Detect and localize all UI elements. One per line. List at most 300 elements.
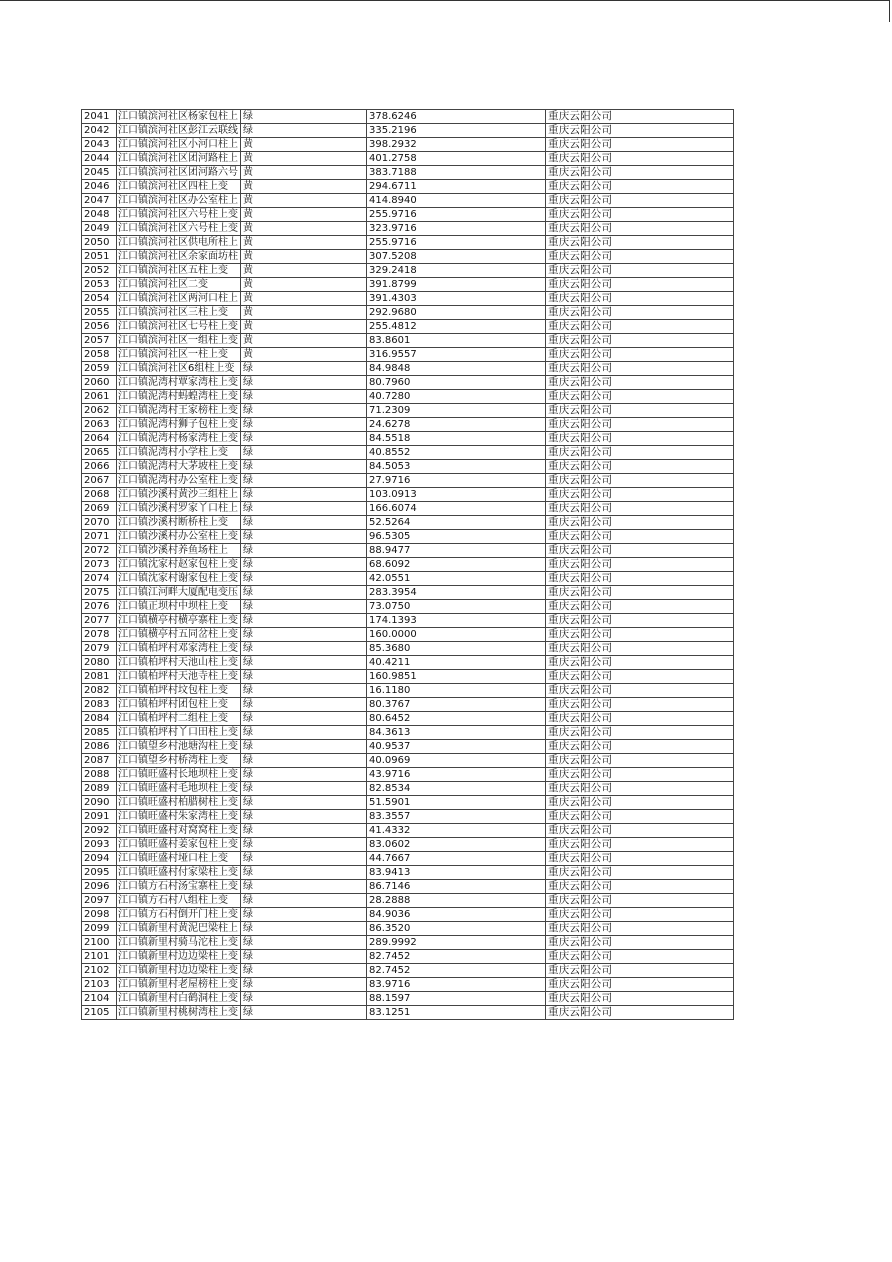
row-number-cell: 2095 — [82, 866, 117, 880]
table-row — [82, 768, 734, 782]
station-name-cell: 江口镇方石村汤宝寨柱上变 — [117, 880, 241, 894]
station-name-cell: 江口镇滨河社区小河口柱上 — [117, 138, 241, 152]
row-number-cell: 2082 — [82, 684, 117, 698]
row-number-cell: 2087 — [82, 754, 117, 768]
station-name-cell: 江口镇滨河社区六号柱上变 — [117, 208, 241, 222]
table-row — [82, 656, 734, 670]
value-cell: 323.9716 — [367, 222, 546, 236]
row-number-cell: 2065 — [82, 446, 117, 460]
value-cell: 391.4303 — [367, 292, 546, 306]
status-color-cell: 绿 — [241, 796, 367, 810]
station-name-cell: 江口镇滨河社区办公室柱上 — [117, 194, 241, 208]
status-color-cell: 绿 — [241, 838, 367, 852]
station-name-cell: 江口镇滨河社区6组柱上变 — [117, 362, 241, 376]
row-number-cell: 2047 — [82, 194, 117, 208]
table-row — [82, 488, 734, 502]
row-number-cell: 2066 — [82, 460, 117, 474]
status-color-cell: 黄 — [241, 222, 367, 236]
station-name-cell: 江口镇滨河社区杨家包柱上 — [117, 110, 241, 124]
value-cell: 24.6278 — [367, 418, 546, 432]
company-cell: 重庆云阳公司 — [546, 726, 734, 740]
company-cell: 重庆云阳公司 — [546, 768, 734, 782]
station-name-cell: 江口镇柏坪村丫口田柱上变 — [117, 726, 241, 740]
company-cell: 重庆云阳公司 — [546, 278, 734, 292]
station-name-cell: 江口镇滨河社区余家面坊柱 — [117, 250, 241, 264]
station-name-cell: 江口镇泥湾村王家榜柱上变 — [117, 404, 241, 418]
company-cell: 重庆云阳公司 — [546, 866, 734, 880]
table-row — [82, 670, 734, 684]
status-color-cell: 绿 — [241, 726, 367, 740]
row-number-cell: 2077 — [82, 614, 117, 628]
company-cell: 重庆云阳公司 — [546, 446, 734, 460]
company-cell: 重庆云阳公司 — [546, 152, 734, 166]
row-number-cell: 2044 — [82, 152, 117, 166]
company-cell: 重庆云阳公司 — [546, 530, 734, 544]
row-number-cell: 2080 — [82, 656, 117, 670]
company-cell: 重庆云阳公司 — [546, 908, 734, 922]
row-number-cell: 2051 — [82, 250, 117, 264]
status-color-cell: 绿 — [241, 418, 367, 432]
row-number-cell: 2075 — [82, 586, 117, 600]
value-cell: 83.9413 — [367, 866, 546, 880]
status-color-cell: 绿 — [241, 362, 367, 376]
value-cell: 82.7452 — [367, 950, 546, 964]
value-cell: 283.3954 — [367, 586, 546, 600]
status-color-cell: 绿 — [241, 404, 367, 418]
table-row — [82, 236, 734, 250]
station-name-cell: 江口镇柏坪村二组柱上变 — [117, 712, 241, 726]
status-color-cell: 绿 — [241, 964, 367, 978]
table-row — [82, 726, 734, 740]
table-row — [82, 180, 734, 194]
company-cell: 重庆云阳公司 — [546, 194, 734, 208]
table-row — [82, 166, 734, 180]
row-number-cell: 2083 — [82, 698, 117, 712]
table-row — [82, 334, 734, 348]
row-number-cell: 2102 — [82, 964, 117, 978]
status-color-cell: 绿 — [241, 488, 367, 502]
station-name-cell: 江口镇旺盛村毛地坝柱上变 — [117, 782, 241, 796]
company-cell: 重庆云阳公司 — [546, 124, 734, 138]
row-number-cell: 2088 — [82, 768, 117, 782]
value-cell: 88.1597 — [367, 992, 546, 1006]
page-right-rule — [889, 0, 890, 22]
table-row — [82, 278, 734, 292]
company-cell: 重庆云阳公司 — [546, 992, 734, 1006]
status-color-cell: 黄 — [241, 194, 367, 208]
table-row — [82, 908, 734, 922]
status-color-cell: 黄 — [241, 166, 367, 180]
value-cell: 86.3520 — [367, 922, 546, 936]
station-name-cell: 江口镇新里村黄泥巴梁柱上 — [117, 922, 241, 936]
row-number-cell: 2084 — [82, 712, 117, 726]
table-row — [82, 152, 734, 166]
status-color-cell: 绿 — [241, 992, 367, 1006]
station-name-cell: 江口镇滨河社区团河路六号 — [117, 166, 241, 180]
row-number-cell: 2060 — [82, 376, 117, 390]
company-cell: 重庆云阳公司 — [546, 166, 734, 180]
table-row — [82, 586, 734, 600]
row-number-cell: 2059 — [82, 362, 117, 376]
station-name-cell: 江口镇沈家村赵家包柱上变 — [117, 558, 241, 572]
table-row — [82, 1006, 734, 1020]
station-name-cell: 江口镇柏坪村坟包柱上变 — [117, 684, 241, 698]
station-name-cell: 江口镇滨河社区彭江云联线 — [117, 124, 241, 138]
row-number-cell: 2067 — [82, 474, 117, 488]
company-cell: 重庆云阳公司 — [546, 180, 734, 194]
company-cell: 重庆云阳公司 — [546, 460, 734, 474]
station-name-cell: 江口镇滨河社区二变 — [117, 278, 241, 292]
row-number-cell: 2073 — [82, 558, 117, 572]
station-name-cell: 江口镇沙溪村罗家丫口柱上 — [117, 502, 241, 516]
value-cell: 88.9477 — [367, 544, 546, 558]
company-cell: 重庆云阳公司 — [546, 502, 734, 516]
station-name-cell: 江口镇新里村白鹤洞柱上变 — [117, 992, 241, 1006]
row-number-cell: 2081 — [82, 670, 117, 684]
value-cell: 289.9992 — [367, 936, 546, 950]
status-color-cell: 绿 — [241, 824, 367, 838]
value-cell: 40.0969 — [367, 754, 546, 768]
table-row — [82, 754, 734, 768]
value-cell: 44.7667 — [367, 852, 546, 866]
status-color-cell: 绿 — [241, 852, 367, 866]
value-cell: 292.9680 — [367, 306, 546, 320]
station-name-cell: 江口镇旺盛村对窝窝柱上变 — [117, 824, 241, 838]
status-color-cell: 绿 — [241, 390, 367, 404]
table-row — [82, 124, 734, 138]
table-row — [82, 292, 734, 306]
status-color-cell: 绿 — [241, 502, 367, 516]
value-cell: 401.2758 — [367, 152, 546, 166]
table-row — [82, 684, 734, 698]
table-row — [82, 110, 734, 124]
value-cell: 83.8601 — [367, 334, 546, 348]
status-color-cell: 绿 — [241, 544, 367, 558]
station-name-cell: 江口镇新里村边边梁柱上变 — [117, 950, 241, 964]
status-color-cell: 黄 — [241, 334, 367, 348]
table-row — [82, 698, 734, 712]
company-cell: 重庆云阳公司 — [546, 796, 734, 810]
table-row — [82, 264, 734, 278]
value-cell: 174.1393 — [367, 614, 546, 628]
row-number-cell: 2045 — [82, 166, 117, 180]
value-cell: 83.3557 — [367, 810, 546, 824]
row-number-cell: 2097 — [82, 894, 117, 908]
company-cell: 重庆云阳公司 — [546, 558, 734, 572]
table-row — [82, 642, 734, 656]
value-cell: 83.9716 — [367, 978, 546, 992]
status-color-cell: 绿 — [241, 124, 367, 138]
row-number-cell: 2078 — [82, 628, 117, 642]
row-number-cell: 2050 — [82, 236, 117, 250]
row-number-cell: 2090 — [82, 796, 117, 810]
company-cell: 重庆云阳公司 — [546, 432, 734, 446]
company-cell: 重庆云阳公司 — [546, 474, 734, 488]
company-cell: 重庆云阳公司 — [546, 810, 734, 824]
row-number-cell: 2046 — [82, 180, 117, 194]
row-number-cell: 2061 — [82, 390, 117, 404]
table-row — [82, 544, 734, 558]
row-number-cell: 2079 — [82, 642, 117, 656]
row-number-cell: 2103 — [82, 978, 117, 992]
row-number-cell: 2049 — [82, 222, 117, 236]
transformer-table — [81, 109, 734, 1020]
status-color-cell: 黄 — [241, 138, 367, 152]
station-name-cell: 江口镇滨河社区供电所柱上 — [117, 236, 241, 250]
station-name-cell: 江口镇滨河社区一组柱上变 — [117, 334, 241, 348]
station-name-cell: 江口镇横亭村五同岔柱上变 — [117, 628, 241, 642]
row-number-cell: 2089 — [82, 782, 117, 796]
company-cell: 重庆云阳公司 — [546, 250, 734, 264]
status-color-cell: 绿 — [241, 530, 367, 544]
station-name-cell: 江口镇旺盛村姜家包柱上变 — [117, 838, 241, 852]
value-cell: 398.2932 — [367, 138, 546, 152]
table-row — [82, 306, 734, 320]
status-color-cell: 绿 — [241, 698, 367, 712]
row-number-cell: 2105 — [82, 1006, 117, 1020]
station-name-cell: 江口镇柏坪村邓家湾柱上变 — [117, 642, 241, 656]
station-name-cell: 江口镇新里村老屋榜柱上变 — [117, 978, 241, 992]
status-color-cell: 绿 — [241, 978, 367, 992]
station-name-cell: 江口镇滨河社区三柱上变 — [117, 306, 241, 320]
station-name-cell: 江口镇望乡村池塘沟柱上变 — [117, 740, 241, 754]
company-cell: 重庆云阳公司 — [546, 936, 734, 950]
company-cell: 重庆云阳公司 — [546, 670, 734, 684]
status-color-cell: 绿 — [241, 950, 367, 964]
value-cell: 43.9716 — [367, 768, 546, 782]
company-cell: 重庆云阳公司 — [546, 880, 734, 894]
table-row — [82, 866, 734, 880]
status-color-cell: 绿 — [241, 908, 367, 922]
status-color-cell: 黄 — [241, 348, 367, 362]
row-number-cell: 2072 — [82, 544, 117, 558]
row-number-cell: 2101 — [82, 950, 117, 964]
value-cell: 391.8799 — [367, 278, 546, 292]
row-number-cell: 2074 — [82, 572, 117, 586]
value-cell: 414.8940 — [367, 194, 546, 208]
station-name-cell: 江口镇沙溪村养鱼场柱上 — [117, 544, 241, 558]
station-name-cell: 江口镇柏坪村天池寺柱上变 — [117, 670, 241, 684]
status-color-cell: 绿 — [241, 656, 367, 670]
station-name-cell: 江口镇横亭村横亭寨柱上变 — [117, 614, 241, 628]
status-color-cell: 绿 — [241, 376, 367, 390]
row-number-cell: 2058 — [82, 348, 117, 362]
status-color-cell: 黄 — [241, 152, 367, 166]
station-name-cell: 江口镇泥湾村大茅坡柱上变 — [117, 460, 241, 474]
table-row — [82, 740, 734, 754]
status-color-cell: 黄 — [241, 264, 367, 278]
value-cell: 307.5208 — [367, 250, 546, 264]
company-cell: 重庆云阳公司 — [546, 712, 734, 726]
row-number-cell: 2092 — [82, 824, 117, 838]
value-cell: 83.1251 — [367, 1006, 546, 1020]
table-row — [82, 194, 734, 208]
row-number-cell: 2099 — [82, 922, 117, 936]
value-cell: 85.3680 — [367, 642, 546, 656]
row-number-cell: 2071 — [82, 530, 117, 544]
row-number-cell: 2070 — [82, 516, 117, 530]
status-color-cell: 绿 — [241, 712, 367, 726]
value-cell: 73.0750 — [367, 600, 546, 614]
station-name-cell: 江口镇泥湾村杨家湾柱上变 — [117, 432, 241, 446]
status-color-cell: 绿 — [241, 474, 367, 488]
value-cell: 294.6711 — [367, 180, 546, 194]
value-cell: 160.0000 — [367, 628, 546, 642]
value-cell: 378.6246 — [367, 110, 546, 124]
value-cell: 335.2196 — [367, 124, 546, 138]
value-cell: 80.6452 — [367, 712, 546, 726]
company-cell: 重庆云阳公司 — [546, 362, 734, 376]
status-color-cell: 绿 — [241, 936, 367, 950]
table-row — [82, 460, 734, 474]
station-name-cell: 江口镇沙溪村黄沙三组柱上 — [117, 488, 241, 502]
value-cell: 40.7280 — [367, 390, 546, 404]
value-cell: 84.5518 — [367, 432, 546, 446]
table-row — [82, 712, 734, 726]
value-cell: 51.5901 — [367, 796, 546, 810]
company-cell: 重庆云阳公司 — [546, 320, 734, 334]
table-row — [82, 894, 734, 908]
row-number-cell: 2069 — [82, 502, 117, 516]
status-color-cell: 绿 — [241, 558, 367, 572]
status-color-cell: 绿 — [241, 782, 367, 796]
status-color-cell: 绿 — [241, 922, 367, 936]
station-name-cell: 江口镇滨河社区六号柱上变 — [117, 222, 241, 236]
station-name-cell: 江口镇泥湾村狮子包柱上变 — [117, 418, 241, 432]
value-cell: 160.9851 — [367, 670, 546, 684]
value-cell: 166.6074 — [367, 502, 546, 516]
value-cell: 84.3613 — [367, 726, 546, 740]
table-row — [82, 614, 734, 628]
station-name-cell: 江口镇滨河社区七号柱上变 — [117, 320, 241, 334]
status-color-cell: 绿 — [241, 600, 367, 614]
status-color-cell: 绿 — [241, 642, 367, 656]
status-color-cell: 绿 — [241, 628, 367, 642]
company-cell: 重庆云阳公司 — [546, 348, 734, 362]
station-name-cell: 江口镇旺盛村朱家湾柱上变 — [117, 810, 241, 824]
table-row — [82, 992, 734, 1006]
status-color-cell: 黄 — [241, 278, 367, 292]
value-cell: 40.4211 — [367, 656, 546, 670]
status-color-cell: 绿 — [241, 516, 367, 530]
table-row — [82, 950, 734, 964]
company-cell: 重庆云阳公司 — [546, 222, 734, 236]
station-name-cell: 江口镇旺盛村付家梁柱上变 — [117, 866, 241, 880]
table-row — [82, 390, 734, 404]
status-color-cell: 绿 — [241, 432, 367, 446]
status-color-cell: 绿 — [241, 586, 367, 600]
company-cell: 重庆云阳公司 — [546, 334, 734, 348]
table-row — [82, 446, 734, 460]
station-name-cell: 江口镇滨河社区一柱上变 — [117, 348, 241, 362]
row-number-cell: 2057 — [82, 334, 117, 348]
row-number-cell: 2076 — [82, 600, 117, 614]
status-color-cell: 绿 — [241, 110, 367, 124]
station-name-cell: 江口镇沙溪村办公室柱上变 — [117, 530, 241, 544]
station-name-cell: 江口镇泥湾村办公室柱上变 — [117, 474, 241, 488]
station-name-cell: 江口镇旺盛村柏腊树柱上变 — [117, 796, 241, 810]
company-cell: 重庆云阳公司 — [546, 922, 734, 936]
value-cell: 82.8534 — [367, 782, 546, 796]
station-name-cell: 江口镇滨河社区两河口柱上 — [117, 292, 241, 306]
value-cell: 103.0913 — [367, 488, 546, 502]
value-cell: 68.6092 — [367, 558, 546, 572]
value-cell: 84.9036 — [367, 908, 546, 922]
value-cell: 83.0602 — [367, 838, 546, 852]
station-name-cell: 江口镇新里村边边梁柱上变 — [117, 964, 241, 978]
table-row — [82, 474, 734, 488]
table-row — [82, 418, 734, 432]
company-cell: 重庆云阳公司 — [546, 572, 734, 586]
table-row — [82, 432, 734, 446]
company-cell: 重庆云阳公司 — [546, 292, 734, 306]
company-cell: 重庆云阳公司 — [546, 586, 734, 600]
table-row — [82, 600, 734, 614]
status-color-cell: 绿 — [241, 754, 367, 768]
company-cell: 重庆云阳公司 — [546, 838, 734, 852]
table-row — [82, 530, 734, 544]
company-cell: 重庆云阳公司 — [546, 110, 734, 124]
station-name-cell: 江口镇新里村骑马沱柱上变 — [117, 936, 241, 950]
value-cell: 82.7452 — [367, 964, 546, 978]
table-row — [82, 348, 734, 362]
row-number-cell: 2056 — [82, 320, 117, 334]
status-color-cell: 绿 — [241, 446, 367, 460]
value-cell: 80.3767 — [367, 698, 546, 712]
status-color-cell: 绿 — [241, 572, 367, 586]
status-color-cell: 黄 — [241, 306, 367, 320]
value-cell: 28.2888 — [367, 894, 546, 908]
value-cell: 255.9716 — [367, 236, 546, 250]
company-cell: 重庆云阳公司 — [546, 950, 734, 964]
row-number-cell: 2062 — [82, 404, 117, 418]
station-name-cell: 江口镇柏坪村天池山柱上变 — [117, 656, 241, 670]
row-number-cell: 2094 — [82, 852, 117, 866]
value-cell: 329.2418 — [367, 264, 546, 278]
status-color-cell: 黄 — [241, 292, 367, 306]
company-cell: 重庆云阳公司 — [546, 404, 734, 418]
station-name-cell: 江口镇滨河社区团河路柱上 — [117, 152, 241, 166]
row-number-cell: 2104 — [82, 992, 117, 1006]
value-cell: 42.0551 — [367, 572, 546, 586]
value-cell: 255.4812 — [367, 320, 546, 334]
row-number-cell: 2064 — [82, 432, 117, 446]
table-row — [82, 978, 734, 992]
company-cell: 重庆云阳公司 — [546, 418, 734, 432]
value-cell: 383.7188 — [367, 166, 546, 180]
company-cell: 重庆云阳公司 — [546, 1006, 734, 1020]
company-cell: 重庆云阳公司 — [546, 964, 734, 978]
value-cell: 52.5264 — [367, 516, 546, 530]
company-cell: 重庆云阳公司 — [546, 824, 734, 838]
value-cell: 40.8552 — [367, 446, 546, 460]
table-row — [82, 964, 734, 978]
status-color-cell: 绿 — [241, 460, 367, 474]
row-number-cell: 2098 — [82, 908, 117, 922]
company-cell: 重庆云阳公司 — [546, 208, 734, 222]
value-cell: 71.2309 — [367, 404, 546, 418]
status-color-cell: 绿 — [241, 684, 367, 698]
status-color-cell: 绿 — [241, 1006, 367, 1020]
company-cell: 重庆云阳公司 — [546, 852, 734, 866]
status-color-cell: 黄 — [241, 236, 367, 250]
station-name-cell: 江口镇柏坪村团包柱上变 — [117, 698, 241, 712]
station-name-cell: 江口镇泥湾村小学柱上变 — [117, 446, 241, 460]
row-number-cell: 2063 — [82, 418, 117, 432]
station-name-cell: 江口镇泥湾村蚂蝗湾柱上变 — [117, 390, 241, 404]
table-row — [82, 936, 734, 950]
status-color-cell: 绿 — [241, 880, 367, 894]
